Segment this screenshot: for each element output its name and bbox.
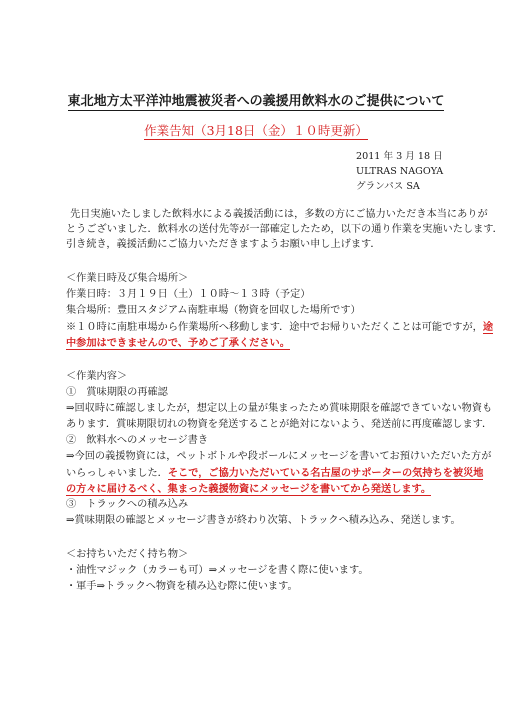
organization-name: ULTRAS NAGOYA (356, 166, 444, 177)
bring-item-1: ・油性マジック（カラーも可）⇒メッセージを書く際に使います。 (66, 565, 369, 576)
schedule-note-text: ※１０時に南駐車場から作業場所へ移動します．途中でお帰りいただくことは可能ですが， (66, 322, 483, 333)
organization-sub-name: グランパス SA (356, 181, 420, 192)
schedule-note-line-1 (66, 320, 493, 335)
task-2-line-2 (66, 466, 483, 481)
document-subtitle: 作業告知（3月18日（金）１０時更新） (144, 123, 368, 138)
schedule-note-warning: 中参加はできませんので、予めご了承ください。 (66, 337, 290, 349)
bring-item-2: ・軍手⇒トラックへ物資を積み込む際に使います。 (66, 581, 298, 592)
task-3-title: ③ トラックへの積み込み (66, 499, 189, 510)
section-schedule-header: ＜作業日時及び集合場所＞ (66, 273, 189, 284)
schedule-note-line-2 (66, 336, 290, 351)
intro-line-3: 引き続き，義援活動にご協力いただきますようお願い申し上げます． (66, 239, 381, 250)
task-1-line-2: あります．賞味期限切れの物資を発送することが絶対にないよう、発送前に再度確認します． (66, 419, 493, 430)
document-title: 東北地方太平洋沖地震被災者への義援用飲料水のご提供について (67, 94, 445, 109)
task-2-line-1: ⇒今回の義援物資には，ペットボトルや段ボールにメッセージを書いてお預けいただいた方が (66, 451, 492, 462)
issue-date: 2011 年 3 月 18 日 (356, 151, 443, 162)
intro-line-2: とうございました．飲料水の送付先等が一部確定したため，以下の通り作業を実施いたします． (66, 224, 503, 235)
task-3-line-1: ⇒賞味期限の確認とメッセージ書きが終わり次第、トラックへ積み込み、発送します。 (66, 515, 461, 526)
task-1-line-1: ⇒回収時に確認しましたが，想定以上の量が集まったため賞味期限を確認できていない物資も (66, 403, 493, 414)
task-2-title: ② 飲料水へのメッセージ書き (66, 435, 209, 446)
task-2-highlight-2: の方々に届けるべく、集まった義援物資にメッセージを書いてから発送します。 (66, 483, 432, 495)
task-2-line-2-text: いらっしゃいました． (66, 468, 168, 479)
task-2-highlight-1: そこで，ご協力いただいている名古屋のサポーターの気持ちを被災地 (167, 467, 484, 479)
task-2-line-3 (66, 482, 431, 497)
schedule-note-warning-start: 途 (482, 321, 494, 333)
task-1-title: ① 賞味期限の再確認 (66, 387, 168, 398)
section-tasks-header: ＜作業内容＞ (66, 371, 128, 382)
work-date-line: 作業日時：３月１９日（土）１０時〜１３時（予定） (66, 289, 311, 300)
meeting-place-line: 集合場所：豊田スタジアム南駐車場（物資を回収した場所です） (66, 305, 361, 316)
section-items-header: ＜お持ちいただく持ち物＞ (66, 549, 189, 560)
intro-line-1: 先日実施いたしました飲料水による義援活動には，多数の方にご協力いただき本当にありが (70, 209, 488, 220)
